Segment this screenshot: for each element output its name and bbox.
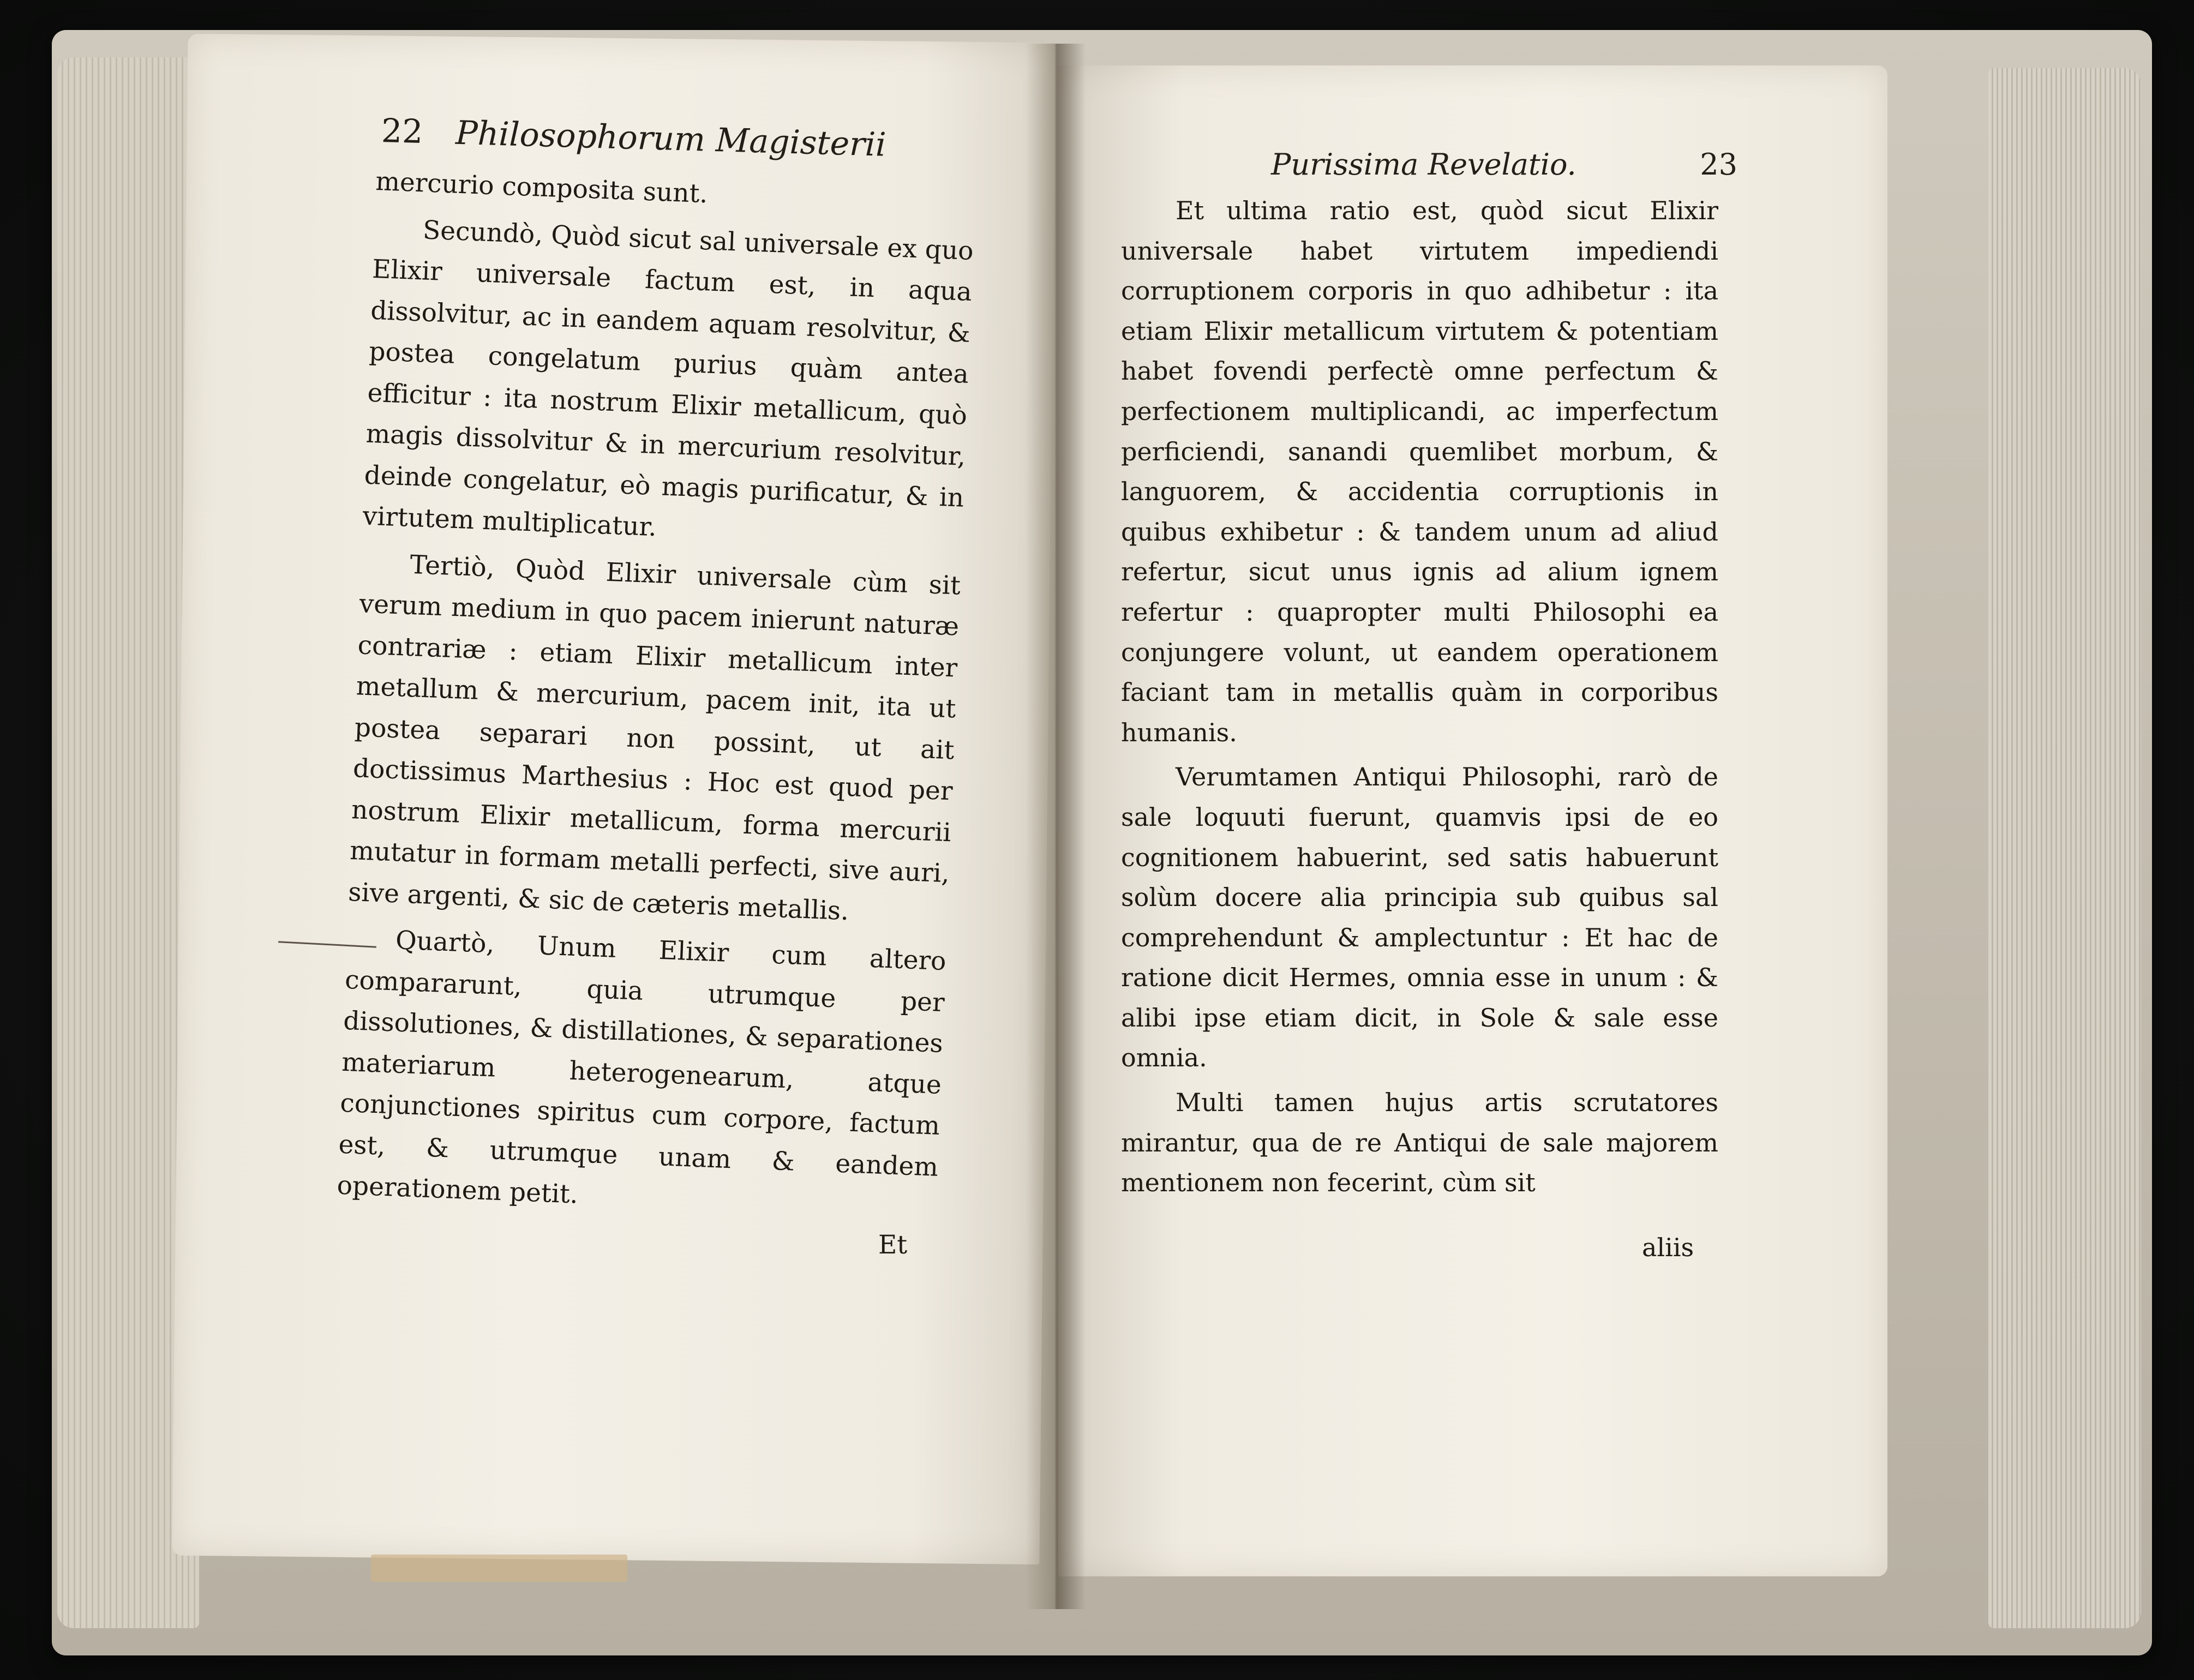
right-running-head xyxy=(1271,147,1737,182)
left-paragraph: Secundò, Quòd sicut sal universale ex quo Elixir universale factum est, in aqua dissolvitur, ac in eandem aquam resolvitur, & postea congelatum purius quàm antea efficitur : ita nostrum Elixir metallicum, quò magis dissolvitur & in mercurium resolvitur, deinde congelatur, eò magis purificatur, & in virtutem multiplicatur. xyxy=(362,214,974,543)
left-paragraph: Tertiò, Quòd Elixir universale cùm sit verum medium in quo pacem inierunt naturæ contrariæ : etiam Elixir metallicum inter metallum & mercurium, pacem init, ita ut postea separari non possint, ut ait doctissimus Marthesius : Hoc est quod per nostrum Elixir metallicum, forma mercurii mutatur in formam metalli perfecti, sive auri, sive argenti, & sic de cæteris metallis. xyxy=(347,549,961,926)
right-paragraph: Et ultima ratio est, quòd sicut Elixir universale habet virtutem impediendi corruptionem corporis in quo adhibetur : ita etiam Elixir metallicum virtutem & potentiam habet fovendi perfectè omne perfectum & perfectionem multiplicandi, ac imperfectum perficiendi, sanandi quemlibet morbum, & languorem, & accidentia corruptionis in quibus exhibetur : & tandem unum ad aliud refertur, sicut unus ignis ad alium ignem refertur : quapropter multi Philosophi ea conjungere volunt, ut eandem operationem faciant tam in metallis quàm in corporibus humanis. xyxy=(1121,196,1718,747)
right-catchword: aliis xyxy=(1642,1233,1694,1262)
right-paragraph: Verumtamen Antiqui Philosophi, rarò de sale loquuti fuerunt, quamvis ipsi de eo cognitionem habuerint, sed satis habuerunt solùm docere alia principia sub quibus sal comprehendunt & amplectuntur : Et hac de ratione dicit Hermes, omnia esse in unum : & alibi ipse etiam dicit, in Sole & sale esse omnia. xyxy=(1121,762,1718,1073)
left-paragraph: mercurio composita sunt. xyxy=(375,166,709,209)
left-page-number: 22 xyxy=(381,112,424,152)
left-page-body xyxy=(336,161,976,1234)
left-catchword: Et xyxy=(878,1230,908,1260)
page-edges-right xyxy=(1988,68,2141,1628)
left-paragraph: Quartò, Unum Elixir cum altero compararunt, quia utrumque per dissolutiones, & distillationes, & separationes materiarum heterogenearum, atque conjunctiones spiritus cum corpore, factum est, & utrumque unam & eandem operationem petit. xyxy=(336,925,947,1210)
right-page-body xyxy=(1121,191,1718,1208)
left-running-title: Philosophorum Magisterii xyxy=(455,113,887,164)
right-paragraph: Multi tamen hujus artis scrutatores mirantur, qua de re Antiqui de sale majorem mentionem non fecerint, cùm sit xyxy=(1121,1088,1718,1198)
right-page-number: 23 xyxy=(1700,147,1737,182)
paper-stain xyxy=(371,1555,627,1582)
book-gutter xyxy=(1026,44,1086,1609)
right-running-title: Purissima Revelatio. xyxy=(1271,147,1576,182)
